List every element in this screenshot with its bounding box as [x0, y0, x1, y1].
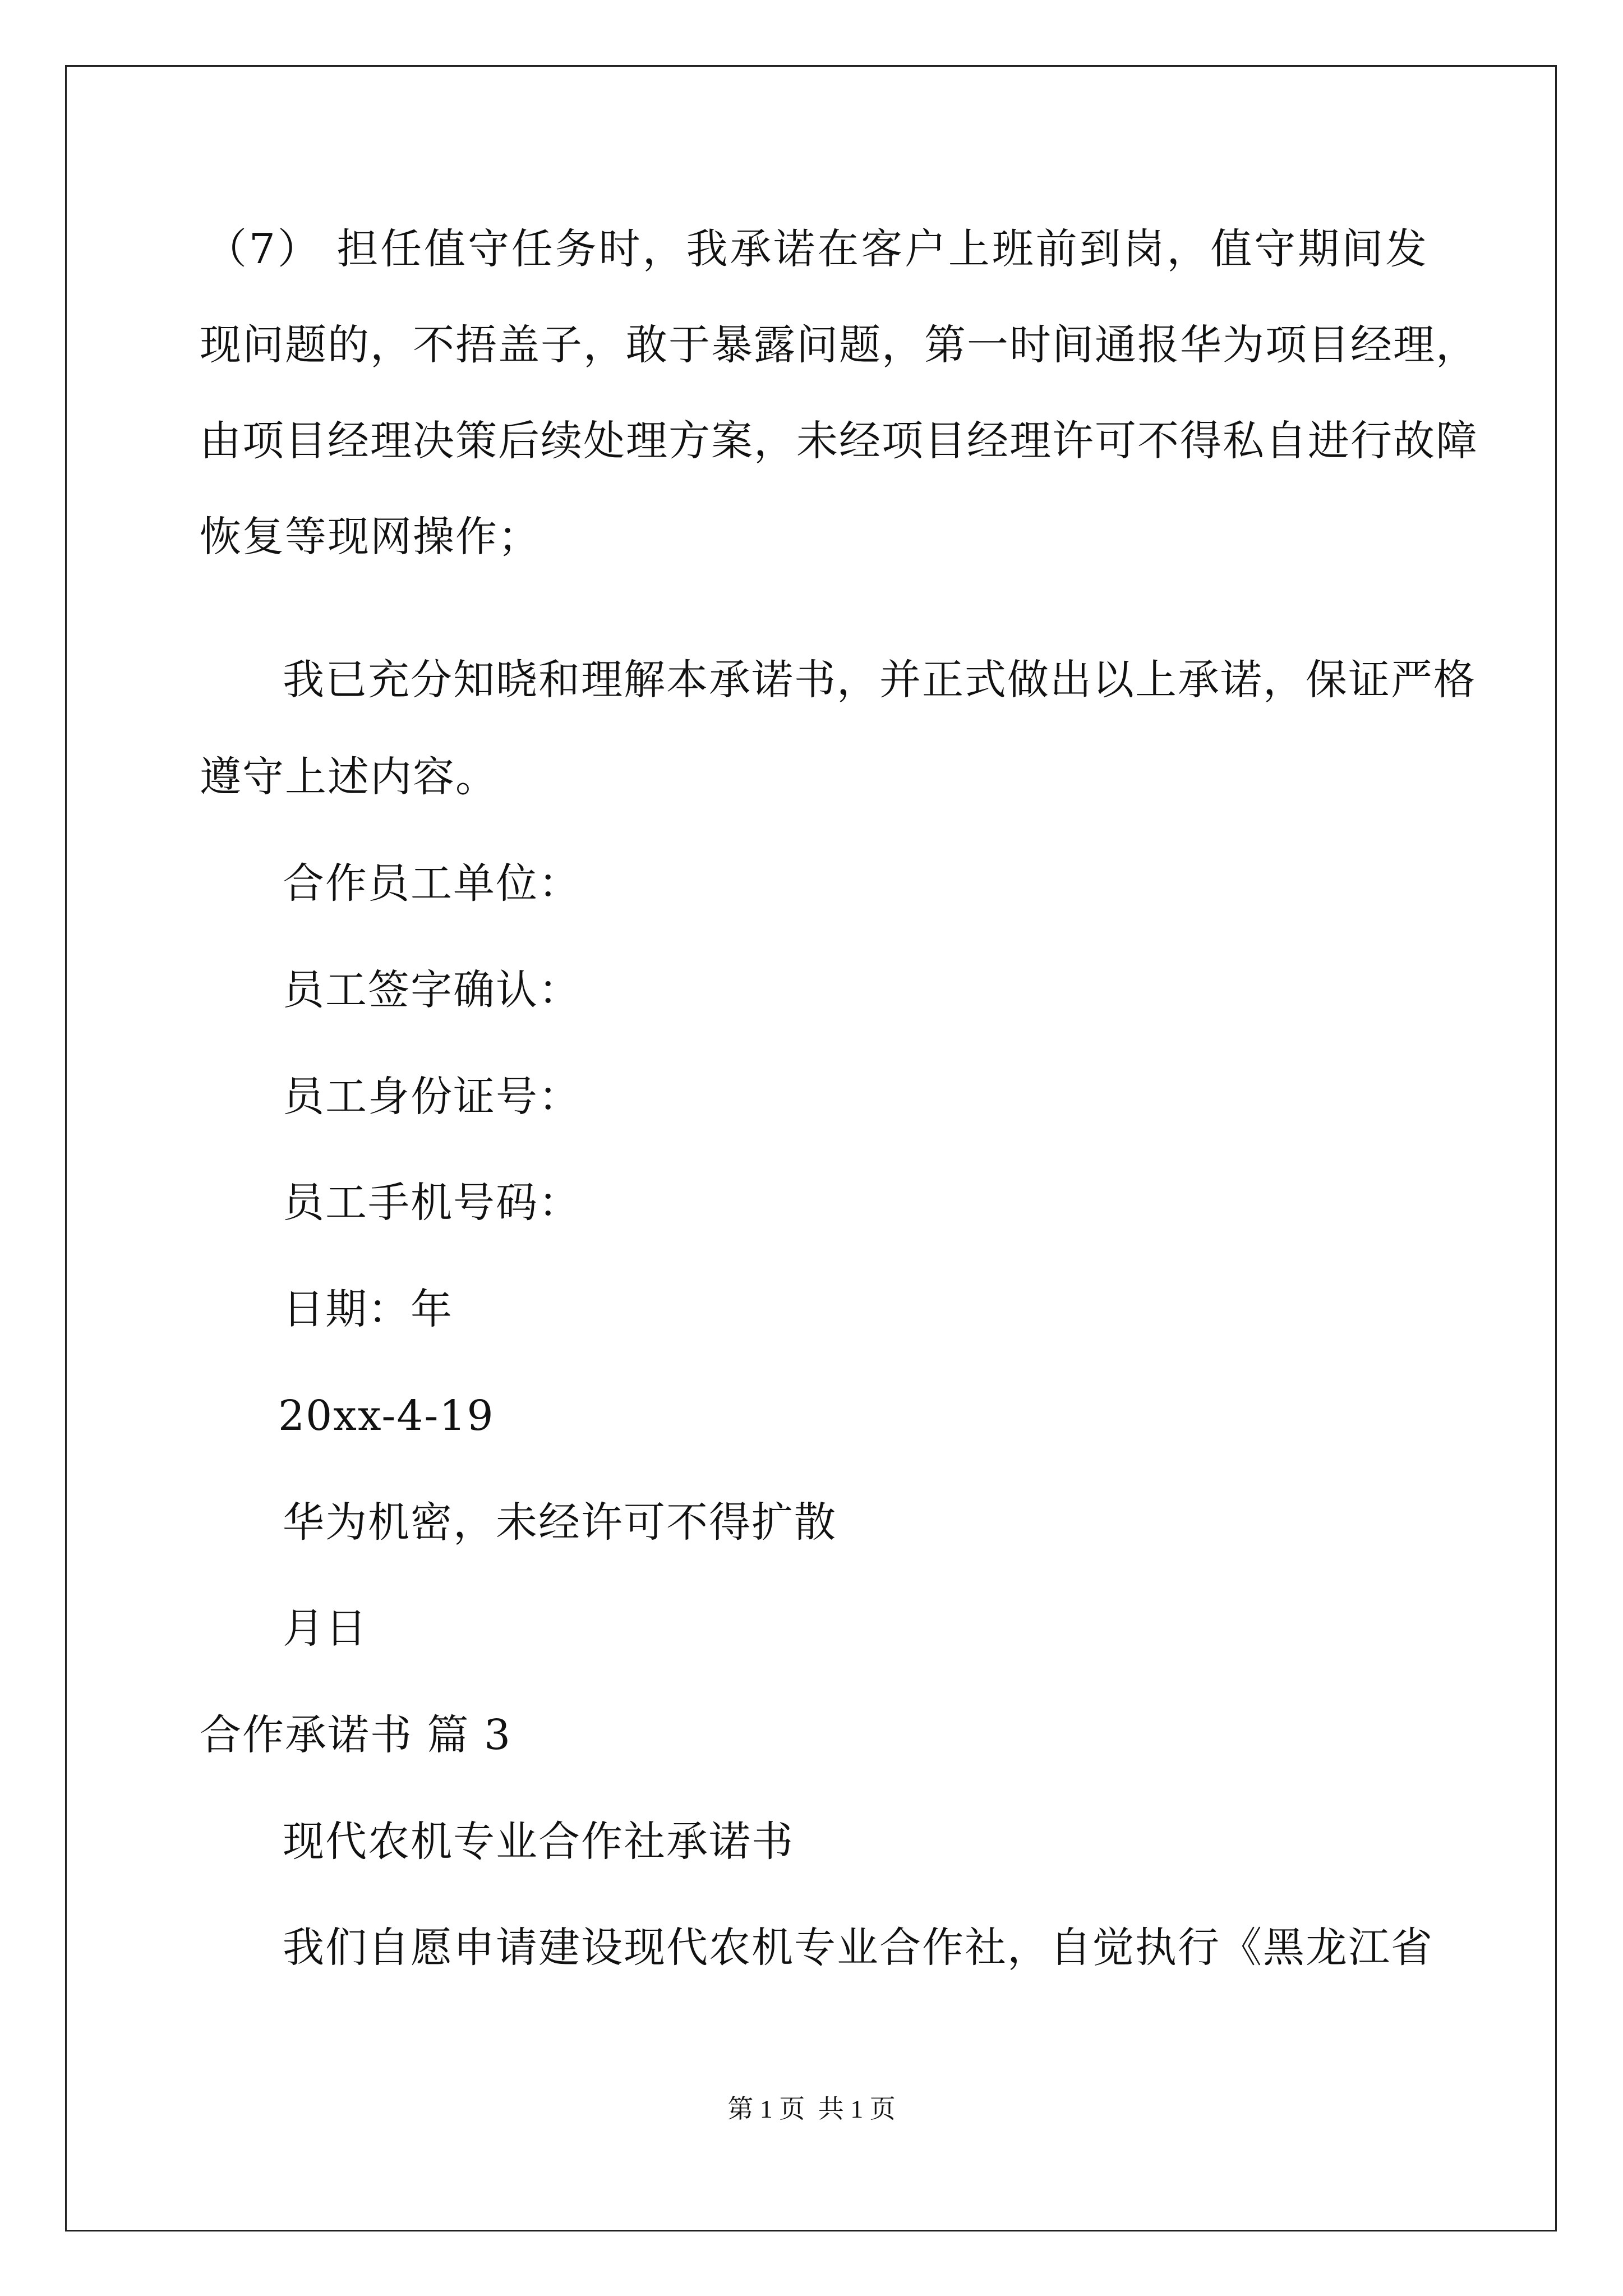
field-date: 日期：年: [283, 1285, 453, 1333]
paragraph-7-line-1: （7） 担任值守任务时，我承诺在客户上班前到岗，值守期间发: [205, 225, 1428, 273]
confidential-notice: 华为机密，未经许可不得扩散: [283, 1498, 837, 1547]
last-paragraph-line-1: 我们自愿申请建设现代农机专业合作社，自觉执行《黑龙江省: [283, 1924, 1433, 1972]
paragraph-7-line-4: 恢复等现网操作；: [200, 513, 541, 561]
page-total: 共 1 页: [818, 2095, 896, 2123]
paragraph-7-line-3: 由项目经理决策后续处理方案，未经项目经理许可不得私自进行故障: [200, 417, 1478, 465]
page-border: [65, 65, 1557, 2231]
field-phone: 员工手机号码：: [283, 1179, 581, 1227]
field-month-day: 月日: [283, 1604, 368, 1653]
page-footer: [0, 2092, 1623, 2126]
field-date-value: 20xx-4-19: [278, 1392, 495, 1440]
paragraph-7-line-2: 现问题的，不捂盖子，敢于暴露问题，第一时间通报华为项目经理，: [200, 321, 1478, 369]
subsection-title: 现代农机专业合作社承诺书: [283, 1818, 794, 1866]
section-heading: 合作承诺书 篇 3: [200, 1711, 512, 1759]
acknowledgement-line-1: 我已充分知晓和理解本承诺书，并正式做出以上承诺，保证严格: [283, 656, 1476, 704]
page-number: 第 1 页: [727, 2095, 805, 2123]
acknowledgement-line-2: 遵守上述内容。: [200, 753, 498, 801]
field-company: 合作员工单位：: [283, 859, 581, 908]
field-id-number: 员工身份证号：: [283, 1073, 581, 1121]
field-signature: 员工签字确认：: [283, 966, 581, 1014]
